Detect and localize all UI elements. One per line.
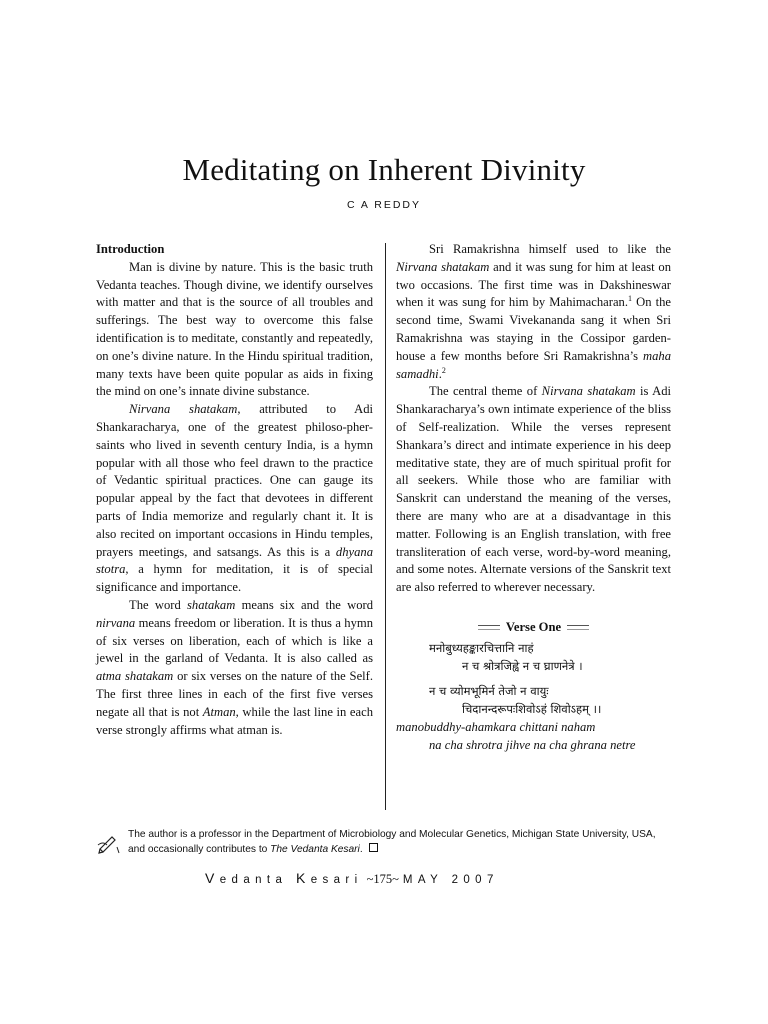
pen-icon [97,831,121,855]
transliteration-line: manobuddhy-ahamkara chittani naham [396,719,596,734]
column-divider [385,243,386,810]
paragraph: Nirvana shatakam, attributed to Adi Shankaracharya, one of the greatest philoso-pher-saints who lived in seventh century India, is a hymn popular with all those who feel drawn to the practice of Vedantic spiritual practices. One can gauge its popular appeal by the fact that devotees in different parts of India memorize and regularly chant it. It is also recited on important occasions in Hindu temples, prayers meetings, and satsangs. As this is a dhyana stotra, a hymn for meditation, it is of special significance and importance. [96,402,373,595]
end-mark-icon [369,843,378,852]
article-author: C A REDDY [346,199,422,211]
paragraph: Sri Ramakrishna himself used to like the Nirvana shatakam and it was sung for him at least on two occasions. The first time was in Dakshineswar when it was sung for him by Mahimacharan.$^1$ On the second time, Swami Vivekananda sang it when Sri Ramakrishna was staying in the Cossipor garden-house a few months before Sri Ramakrishna’s maha samadhi.$^2$ [396,242,671,381]
author-footnote: The author is a professor in the Department of Microbiology and Molecular Genetics, Michigan State University, USA, and occasionally contributes to The Vedanta Kesari. [128,829,656,855]
article-title: Meditating on Inherent Divinity [182,152,586,187]
sanskrit-line: न च व्योमभूमिर्न तेजो न वायुः [429,683,549,698]
paragraph: The central theme of Nirvana shatakam is Adi Shankaracharya’s own intimate experience of the bliss of Self-realization. While the verses represent Shankara’s direct and intimate experience in his deep meditative state, they are of much spiritual profit for all seekers. While those who are familiar with Sanskrit can understand the meaning of the verses, there are many who are at a disadvantage in this matter. Following is an English translation, with free transliteration of each verse, word-by-word meaning, and some notes. Alternate versions of the Sanskrit text are also referred to wherever necessary. [396,384,671,595]
sanskrit-line: मनोबुध्यहङ्कारचित्तानि नाहं [429,640,534,655]
sanskrit-line: चिदानन्दरूपःशिवोऽहं शिवोऽहम् ।। [462,701,602,716]
sanskrit-line: न च श्रोत्रजिह्वे न च घ्राणनेत्रे । [462,658,583,673]
paragraph: Man is divine by nature. This is the basic truth Vedanta teaches. Though divine, we identify ourselves with matter and that is the source of all troubles and sufferings. The best way to overcome this false identification is to meditate, constantly and repeatedly, on one’s divine nature. In the Hindu spiritual tradition, many texts have been quite popular as aids in fixing the mind on one’s innate divine substance. [96,259,373,399]
left-column [96,241,373,739]
page-number: ~175~ [366,872,399,886]
verse-heading: Verse One [396,619,671,637]
ornament-left-icon [478,625,500,630]
ornament-right-icon [567,625,589,630]
page-footer: Vedanta Kesari ~175~ MAY 2007 [205,870,499,886]
paragraph: The word shatakam means six and the word nirvana means freedom or liberation. It is thus a hymn of six verses on liberation, each of which is like a jewel in the garland of Vedanta. It is also called as atma shatakam or six verses on the nature of the Self. The first three lines in each of the first five verses negate all that is not Atman, while the last line in each verse strongly affirms what atman is. [96,597,373,737]
transliteration-line: na cha shrotra jihve na cha ghrana netre [429,737,636,752]
section-heading-introduction: Introduction [96,242,165,256]
right-column [396,241,671,754]
